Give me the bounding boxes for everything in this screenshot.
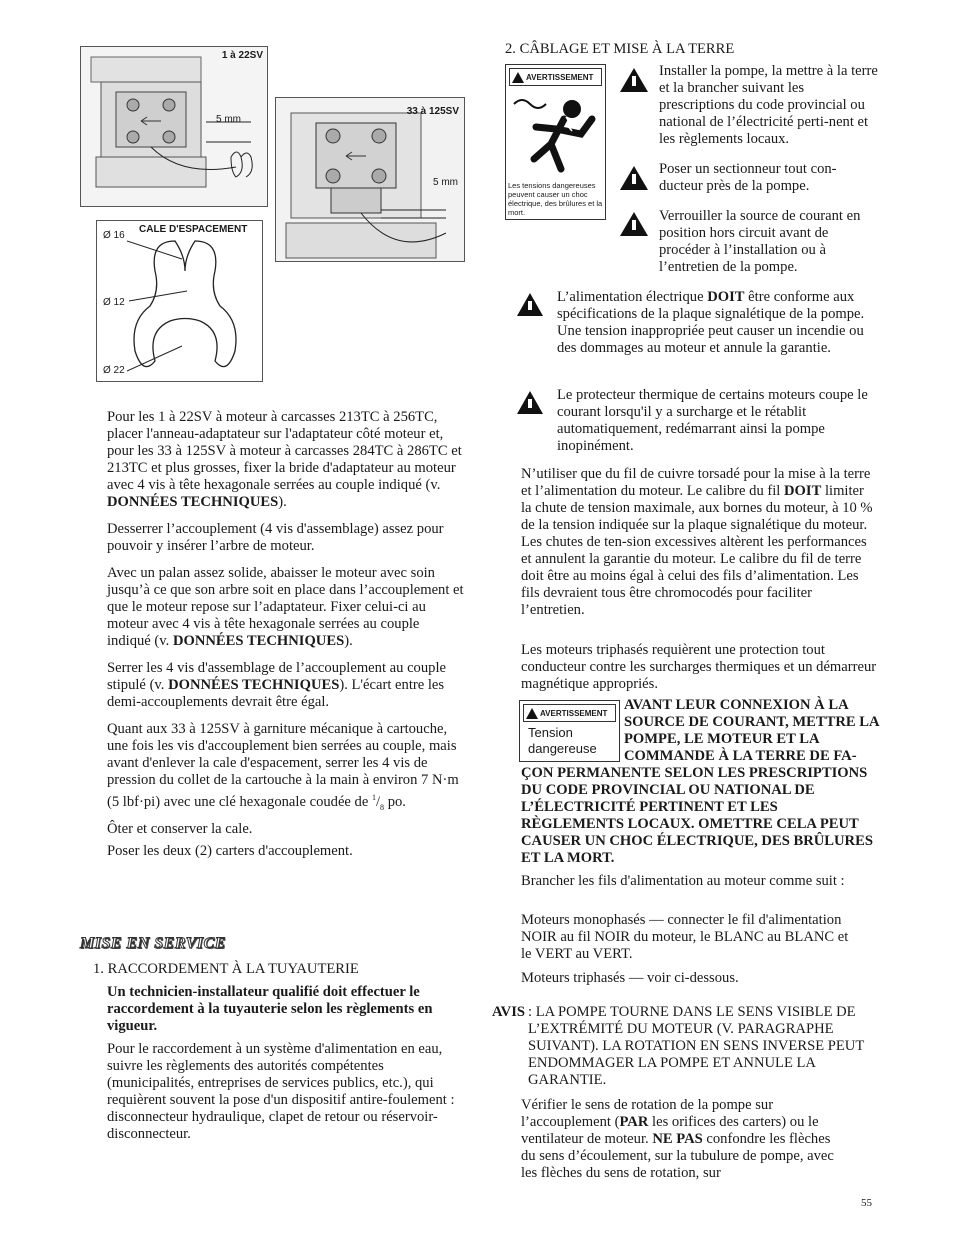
paragraph-single-phase: Moteurs monophasés — connecter le fil d'alimentation NOIR au fil NOIR du moteur, le BLANC au BLANC et le VERT au VERT.: [521, 912, 849, 962]
warning-mark-3: [632, 220, 636, 230]
warning-voltage-line2: dangereuse: [528, 741, 597, 756]
figure-pump-33-125sv: [275, 97, 465, 262]
paragraph-guards: Poser les deux (2) carters d'accouplement.: [107, 842, 353, 859]
paragraph-verify-rotation: Vérifier le sens de rotation de la pompe sur l’accouplement (PAR les orifices des carters) ou le ventilateur de moteur. NE PAS confondre les flèches du sens d’écoulement, sur la tubulure de pompe, avec les flèches du sens de rotation, sur: [521, 1097, 834, 1181]
paragraph-cartridge: Quant aux 33 à 125SV à garniture mécanique à cartouche, une fois les vis d'accouplement bien serrées au couple, mais avant d'enlever la cale d'espacement, serrer les 4 vis de pression du collet de la cartouche à la main à environ 7 N·m (5 lbf·pi) avec une clé hexagonale coudée de $^1/_8$ po.: [107, 721, 459, 812]
warning-voltage-line1: Tension: [528, 725, 573, 740]
left-subsection: [93, 961, 465, 1143]
piping-bold-note: Un technicien-installateur qualifié doit effectuer le raccordement à la tuyauterie selon les règlements en vigueur.: [107, 984, 433, 1034]
grounding-warning-caps: AVANT LEUR CONNEXION À LA SOURCE DE COURANT, METTRE LA POMPE, LE MOTEUR ET LA COMMANDE À LA TERRE DE FA-ÇON PERMANENTE SELON LES PRESCRIPTIONS DU CODE PROVINCIAL OU NATIONAL DE L’ÉLECTRICITÉ PERTINENT ET LES RÈGLEMENTS LOCAUX. OMETTRE CELA PEUT CAUSER UN CHOC ÉLECTRIQUE, DES BRÛLURES ET LA MORT.: [521, 697, 879, 866]
page-number: 55: [861, 1197, 872, 1209]
fig1-gap-label: 5 mm: [216, 114, 241, 125]
electric-shock-icon: [506, 89, 605, 179]
warning-mark-1: [632, 76, 636, 86]
warning-install: Installer la pompe, la mettre à la terre et la brancher suivant les prescriptions du code provincial ou national de l’électricité perti-nent et les règlements locaux.: [659, 63, 878, 147]
subheading-piping: 1. RACCORDEMENT À LA TUYAUTERIE: [93, 961, 359, 977]
piping-paragraph: Pour le raccordement à un système d'alimentation en eau, suivre les règlements des autorités compétentes (municipalités, entreprises de services publics, etc.), qui requièrent souvent la pose d'un dispositif antire-foulement : disconnecteur hydraulique, clapet de retour ou réservoir-disconnecteur.: [107, 1041, 455, 1142]
spacer-d12: Ø 12: [103, 297, 125, 308]
fig2-gap-label: 5 mm: [433, 177, 458, 188]
fig1-label: 1 à 22SV: [221, 50, 263, 61]
subheading-wiring: 2. CÂBLAGE ET MISE À LA TERRE: [505, 41, 735, 57]
warning-mark-2: [632, 174, 636, 184]
spacer-d16: Ø 16: [103, 230, 125, 241]
notice-text: : LA POMPE TOURNE DANS LE SENS VISIBLE DE L’EXTRÉMITÉ DU MOTEUR (V. PARAGRAPHE SUIVANT). LA ROTATION EN SENS INVERSE PEUT ENDOMMAGER LA POMPE ET ANNULE LA GARANTIE.: [528, 1004, 864, 1088]
paragraph-copper-wire: N’utiliser que du fil de cuivre torsadé pour la mise à la terre et l’alimentation du moteur. Le calibre du fil DOIT limiter la chute de tension maximale, aux bornes du moteur, à 10 % de la tension indiquée sur la plaque signalétique du moteur. Les chutes de ten-sion excessives altèrent les performances et annulent la garantie du moteur. Le calibre du fil de terre doit être au moins égal à celui des fils d’alimentation. Les fils devraient tous être chromocodés pour faciliter l’entretien.: [521, 466, 873, 618]
paragraph-three-phase: Les moteurs triphasés requièrent une protection tout conducteur contre les surcharges thermiques et un démarreur magnétique appropriés.: [521, 642, 877, 692]
warning-disconnect: Poser un sectionneur tout con-ducteur près de la pompe.: [659, 161, 837, 194]
paragraph-three-phase-ref: Moteurs triphasés — voir ci-dessous.: [521, 970, 739, 986]
warning-thermal: Le protecteur thermique de certains moteurs coupe le courant lorsqu'il y a surcharge et le rétablit automatiquement, redémarrant ainsi la pompe inopinément.: [557, 387, 868, 454]
warning-triangle-icon: [512, 72, 524, 83]
paragraph-adapter: Pour les 1 à 22SV à moteur à carcasses 213TC à 256TC, placer l'anneau-adaptateur sur l'adaptateur côté moteur et, pour les 33 à 125SV à moteur à carcasses 284TC à 286TC et 213TC et plus grosses, fixer la bride d'adaptateur au moteur avec 4 vis à tête hexagonale serrées au couple indiqué (v. DONNÉES TECHNIQUES).: [107, 409, 462, 510]
spacer-d22: Ø 22: [103, 365, 125, 376]
notice-label: AVIS: [492, 1004, 525, 1020]
caps-spacer: [521, 697, 624, 765]
left-column: [107, 409, 464, 860]
warning-shock-box: [505, 64, 606, 220]
pump-1-22sv-illustration: [81, 47, 267, 206]
warning-caption: Les tensions dangereuses peuvent causer un choc électrique, des brûlures et la mort.: [508, 181, 603, 217]
figure-spacer: [96, 220, 263, 382]
paragraph-hoist: Avec un palan assez solide, abaisser le moteur avec soin jusqu’à ce que son arbre soit en place dans l’accouplement et que le moteur repose sur l’adaptateur. Fixer celui-ci au moteur avec 4 vis à tête hexagonale serrées au couple indiqué (v. DONNÉES TECHNIQUES).: [107, 565, 464, 649]
warning-header: AVERTISSEMENT: [509, 68, 602, 86]
warning-mark-4: [528, 301, 532, 310]
paragraph-connect: Brancher les fils d'alimentation au moteur comme suit :: [521, 873, 845, 889]
paragraph-remove-spacer: Ôter et conserver la cale.: [107, 820, 253, 837]
notice-rotation: [492, 1004, 876, 1089]
paragraph-torque: Serrer les 4 vis d'assemblage de l’accouplement au couple stipulé (v. DONNÉES TECHNIQUES). L'écart entre les demi-accouplements devrait être égal.: [107, 660, 446, 710]
paragraph-coupling: Desserrer l’accouplement (4 vis d'assemblage) assez pour pouvoir y insérer l’arbre de moteur.: [107, 521, 444, 554]
warning-supply: L’alimentation électrique DOIT être conforme aux spécifications de la plaque signalétique de la pompe. Une tension inappropriée peut causer un incendie ou des dommages au moteur et annule la garantie.: [557, 289, 865, 356]
warning-voltage-header: AVERTISSEMENT: [523, 704, 616, 722]
spacer-title: CALE D'ESPACEMENT: [139, 224, 248, 235]
section-title: MISE EN SERVICE: [80, 935, 226, 952]
warning-mark-5: [528, 399, 532, 408]
figure-pump-1-22sv: [80, 46, 268, 207]
fig2-label: 33 à 125SV: [406, 106, 459, 117]
warning-lockout: Verrouiller la source de courant en position hors circuit avant de procéder à l’installation ou à l’entretien de la pompe.: [659, 208, 861, 275]
